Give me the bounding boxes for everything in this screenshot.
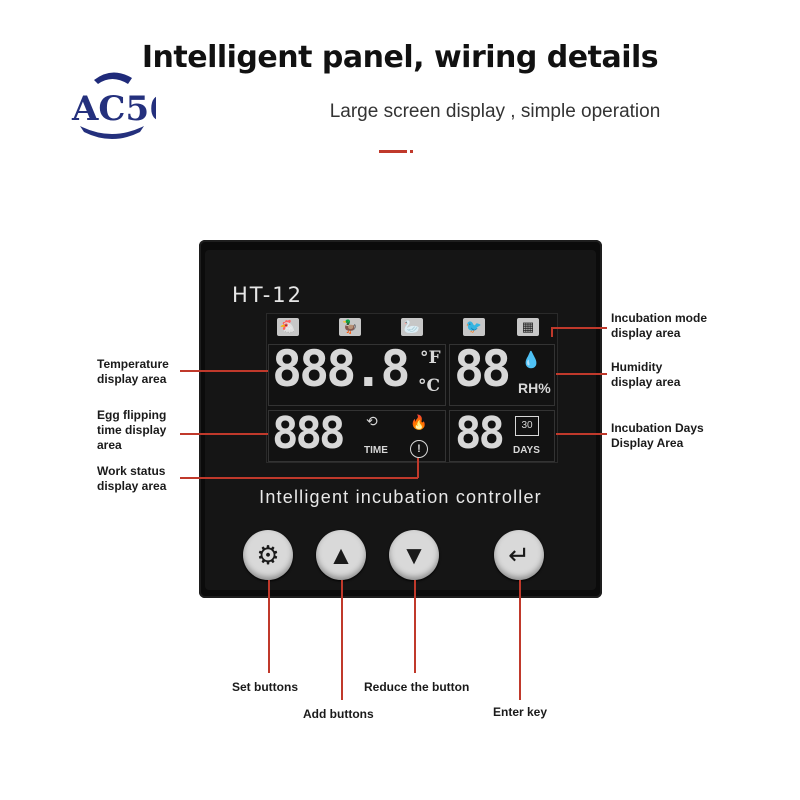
calendar-number: 30 <box>521 420 533 431</box>
unit-celsius: °C <box>418 376 441 396</box>
label-egg-flipping: Egg flipping time display area <box>97 408 167 452</box>
duck-icon: 🦆 <box>339 318 361 336</box>
callout-line-days <box>556 433 607 435</box>
callout-line-set <box>268 580 270 673</box>
calendar-icon <box>515 416 539 436</box>
callout-line-enter <box>519 580 521 700</box>
flame-icon: 🔥 <box>410 414 428 430</box>
humidity-digits: 88 <box>454 340 509 398</box>
model-label: HT-12 <box>232 283 303 307</box>
label-enter-key: Enter key <box>493 705 548 719</box>
panel-caption: Intelligent incubation controller <box>259 487 542 507</box>
down-arrow-icon: ▼ <box>401 540 427 570</box>
unit-fahrenheit: °F <box>420 348 441 368</box>
enter-button[interactable] <box>494 530 544 580</box>
label-set-buttons: Set buttons <box>232 680 298 694</box>
page-title: Intelligent panel, wiring details <box>141 40 659 75</box>
label-work-status: Work status display area <box>97 464 167 493</box>
label-humidity: Humidity display area <box>611 360 681 389</box>
set-button[interactable] <box>243 530 293 580</box>
up-arrow-icon: ▲ <box>328 540 354 570</box>
enter-arrow-icon: ↵ <box>508 540 530 570</box>
custom-mode-icon: ▦ <box>517 318 539 336</box>
gear-icon: ⚙ <box>256 540 280 570</box>
label-add-buttons: Add buttons <box>303 707 374 721</box>
temperature-digits: 888.8 <box>272 340 408 398</box>
time-label: TIME <box>364 445 388 456</box>
time-digits: 888 <box>272 408 343 459</box>
warning-icon: ! <box>410 440 428 458</box>
days-digits: 88 <box>455 408 502 459</box>
callout-line-humidity <box>556 373 607 375</box>
bird-icon: 🐦 <box>463 318 485 336</box>
rotate-icon: ⟲ <box>366 413 378 429</box>
logo-small-text: · AC56 · <box>88 125 117 133</box>
accent-divider-dot <box>410 150 413 153</box>
chicken-icon: 🐔 <box>277 318 299 336</box>
label-incubation-days: Incubation Days Display Area <box>611 421 704 450</box>
reduce-button[interactable] <box>389 530 439 580</box>
accent-divider <box>379 150 407 153</box>
add-button[interactable] <box>316 530 366 580</box>
callout-line-temperature <box>180 370 268 372</box>
goose-icon: 🦢 <box>401 318 423 336</box>
callout-line-status-vert <box>417 458 419 478</box>
humidity-unit: RH% <box>518 380 551 396</box>
callout-line-mode <box>551 327 607 329</box>
label-incubation-mode: Incubation mode display area <box>611 311 707 340</box>
page-subtitle: Large screen display , simple operation <box>329 101 661 122</box>
droplet-icon: 💧 <box>521 352 541 369</box>
callout-line-egg <box>180 433 268 435</box>
days-label: DAYS <box>513 445 540 456</box>
label-reduce-button: Reduce the button <box>364 680 470 694</box>
callout-line-status <box>180 477 418 479</box>
label-temperature: Temperature display area <box>97 357 169 386</box>
callout-line-mode-tick <box>551 327 553 337</box>
logo-text: AC5 <box>72 89 150 129</box>
callout-line-reduce <box>414 580 416 673</box>
callout-line-add <box>341 580 343 700</box>
